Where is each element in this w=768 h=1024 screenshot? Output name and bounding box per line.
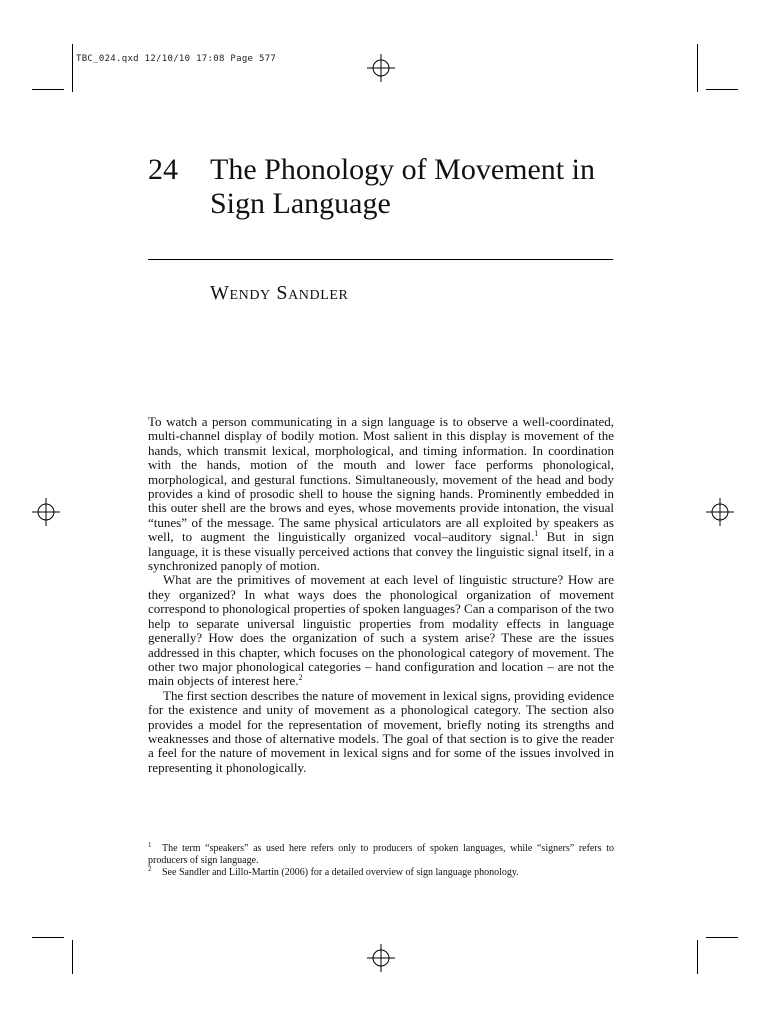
crop-mark-top-right-horizontal (706, 89, 738, 90)
paragraph (148, 573, 614, 688)
registration-mark-right (706, 498, 734, 526)
registration-mark-bottom (367, 944, 395, 972)
crop-mark-bottom-left-vertical (72, 940, 73, 974)
title-rule (148, 259, 613, 260)
paragraph (148, 689, 614, 775)
paragraph (148, 415, 614, 573)
footnote-text: The term “speakers” as used here refers only to producers of spoken languages, while “signers” refers to producers of sign language. (148, 843, 614, 866)
footnote-ref[interactable]: 1 (534, 529, 539, 539)
crop-mark-bottom-right-vertical (697, 940, 698, 974)
crop-mark-top-right-vertical (697, 44, 698, 92)
registration-mark-top (367, 54, 395, 82)
paragraph-text: The first section describes the nature of movement in lexical signs, providing evidence for the existence and unity of movement as a phonological category. The section also provides a model for the representation of movement, briefly noting its strengths and weaknesses and those of alternative models. The goal of that section is to give the reader a feel for the nature of movement in lexical signs and for some of the issues involved in representing it phonologically. (148, 687, 614, 775)
chapter-body (148, 415, 614, 775)
footnote: $^1$ The term “speakers” as used here refers only to producers of spoken languages, while “signers” refers to producers of sign language. (148, 841, 614, 866)
crop-mark-top-left-vertical (72, 44, 73, 92)
chapter-number: 24 (148, 153, 178, 186)
footnote: $^2$ See Sandler and Lillo-Martin (2006) for a detailed overview of sign language phonology. (148, 865, 519, 878)
crop-mark-bottom-left-horizontal (32, 937, 64, 938)
print-slug: TBC_024.qxd 12/10/10 17:08 Page 577 (76, 54, 277, 64)
footnote-ref[interactable]: 2 (298, 673, 303, 683)
crop-mark-top-left-horizontal (32, 89, 64, 90)
chapter-title: The Phonology of Movement in Sign Language (210, 153, 595, 220)
paragraph-text: What are the primitives of movement at each level of linguistic structure? How are they organized? In what ways does the phonological organization of movement correspond to phonological properties of spoken languages? Can a comparison of the two help to separate universal linguistic properties from modality effects in language generally? How does the organization of such a system arise? These are the issues addressed in this chapter, which focuses on the phonological category of movement. The other two major phonological categories – hand configuration and location – are not the main objects of interest here. (148, 572, 614, 689)
chapter-author: Wendy Sandler (210, 282, 349, 304)
paragraph-text: To watch a person communicating in a sign language is to observe a well-coordinated, multi-channel display of bodily motion. Most salient in this display is movement of the hands, which transmit lexical, morphological, and timing information. In coordination with the hands, motion of the mouth and lower face performs phonological, morphological, and gestural functions. Simultaneously, movement of the head and body provides a kind of prosodic shell to house the signing hands. Prominently embedded in this outer shell are the brows and eyes, whose movements provide intonation, the visual “tunes” of the message. The same physical articulators are all exploited by speakers as well, to augment the linguistically organized vocal–auditory signal. (148, 414, 614, 545)
footnotes (148, 843, 614, 879)
crop-mark-bottom-right-horizontal (706, 937, 738, 938)
paragraph-text: But in sign language, it is these visually perceived actions that convey the linguistic signal itself, in a synchronized panoply of motion. (148, 529, 614, 574)
registration-mark-left (32, 498, 60, 526)
footnote-text: See Sandler and Lillo-Martin (2006) for a detailed overview of sign language phonology. (162, 867, 519, 878)
